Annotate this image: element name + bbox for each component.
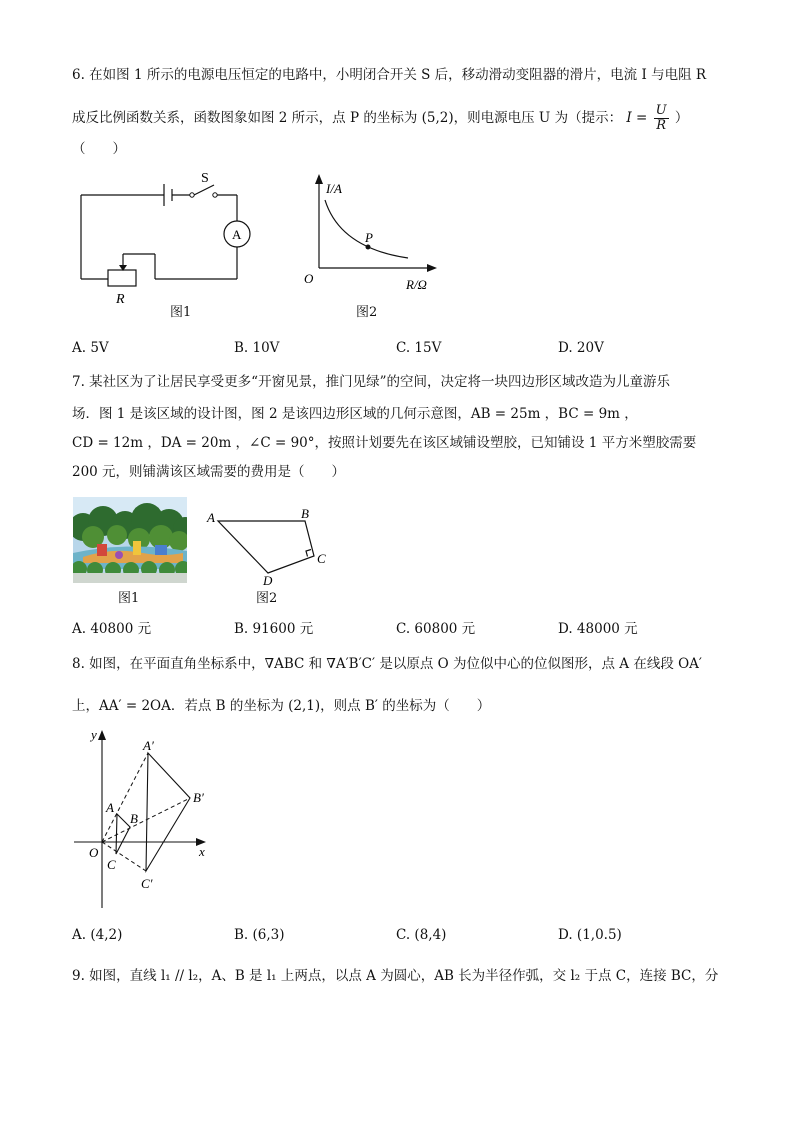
q8-stem-line1: 8. 如图，在平面直角坐标系中，∇ABC 和 ∇A′B′C′ 是以原点 O 为位似中心的位似图形，点 A 在线段 OA′ — [72, 656, 702, 672]
q6-point-p-label: P — [365, 230, 373, 245]
q8-point-a-prime-label: A′ — [143, 738, 154, 753]
q6-x-axis-label: R/Ω — [406, 277, 427, 292]
q6-hint-denominator: R — [656, 118, 666, 133]
q6-inverse-graph — [296, 170, 446, 295]
q7-vertex-c: C — [317, 551, 326, 566]
q7-option-a[interactable]: A. 40800 元 — [72, 621, 152, 637]
q6-hint-lhs: I = — [626, 110, 648, 126]
q8-point-b-label: B — [130, 811, 138, 826]
q6-stem-line2 — [72, 104, 688, 133]
q7-stem-line3: CD = 12m ，DA = 20m ，∠C = 90°，按照计划要先在该区域铺设塑胶，已知铺设 1 平方米塑胶需要 — [72, 435, 697, 451]
q6-y-axis-label: I/A — [326, 181, 342, 196]
q8-point-a-label: A — [106, 800, 114, 815]
q8-stem-line2: 上，AA′ = 2OA．若点 B 的坐标为 (2,1)，则点 B′ 的坐标为（ ） — [72, 698, 491, 714]
q8-point-b-prime-label: B′ — [193, 790, 204, 805]
q9-stem-line1: 9. 如图，直线 l₁ // l₂，A、B 是 l₁ 上两点，以点 A 为圆心，AB 长为半径作弧，交 l₂ 于点 C，连接 BC，分 — [72, 968, 719, 984]
q6-option-d[interactable]: D. 20V — [558, 340, 604, 356]
q6-ammeter-label: A — [232, 227, 242, 242]
q7-fig2-caption: 图2 — [256, 591, 278, 606]
q8-point-c-label: C — [107, 857, 116, 872]
q6-circuit-diagram — [70, 168, 260, 313]
q6-option-b[interactable]: B. 10V — [234, 340, 280, 356]
q7-stem-line4: 200 元，则铺满该区域需要的费用是（ ） — [72, 464, 346, 480]
q6-option-c[interactable]: C. 15V — [396, 340, 442, 356]
q6-point-p-marker — [366, 245, 371, 250]
q8-origin-label: O — [89, 845, 99, 860]
q6-answer-blank: （ ） — [72, 141, 126, 157]
q7-park-image — [73, 497, 187, 583]
q7-vertex-b: B — [301, 506, 309, 521]
q6-origin-label: O — [304, 271, 314, 286]
q7-vertex-d: D — [263, 573, 273, 586]
q6-switch-label: S — [201, 171, 209, 186]
q8-option-c[interactable]: C. (8,4) — [396, 927, 447, 943]
q8-homothety-diagram — [70, 726, 220, 916]
q6-resistor-label: R — [116, 292, 125, 307]
q8-x-axis-label: x — [199, 844, 205, 859]
q6-hint-fraction — [654, 104, 669, 133]
q6-fig1-caption: 图1 — [170, 305, 192, 320]
q7-stem-line1: 7. 某社区为了让居民享受更多“开窗见景，推门见绿”的空间，决定将一块四边形区域改造为儿童游乐 — [72, 374, 670, 390]
q6-hint-numerator: U — [655, 103, 667, 118]
q8-y-axis-label: y — [91, 727, 97, 742]
q7-vertex-a: A — [207, 510, 215, 525]
q7-fig1-caption: 图1 — [118, 591, 140, 606]
q6-stem-line1: 6. 在如图 1 所示的电源电压恒定的电路中，小明闭合开关 S 后，移动滑动变阻器的滑片，电流 I 与电阻 R — [72, 67, 707, 83]
q8-option-a[interactable]: A. (4,2) — [72, 927, 123, 943]
q7-option-c[interactable]: C. 60800 元 — [396, 621, 476, 637]
q8-option-b[interactable]: B. (6,3) — [234, 927, 285, 943]
q6-option-a[interactable]: A. 5V — [72, 340, 109, 356]
q8-option-d[interactable]: D. (1,0.5) — [558, 927, 622, 943]
q8-point-c-prime-label: C′ — [141, 876, 153, 891]
q6-stem-line2-end: ） — [674, 110, 689, 126]
q6-stem-line2-text: 成反比例函数关系，函数图象如图 2 所示，点 P 的坐标为 (5,2)，则电源电压 U 为（提示： — [72, 110, 623, 126]
q7-stem-line2: 场．图 1 是该区域的设计图，图 2 是该四边形区域的几何示意图，AB = 25m ，BC = 9m ， — [72, 406, 638, 422]
q7-quadrilateral-diagram — [204, 506, 334, 586]
q7-option-b[interactable]: B. 91600 元 — [234, 621, 314, 637]
q6-fig2-caption: 图2 — [356, 305, 378, 320]
q7-option-d[interactable]: D. 48000 元 — [558, 621, 638, 637]
